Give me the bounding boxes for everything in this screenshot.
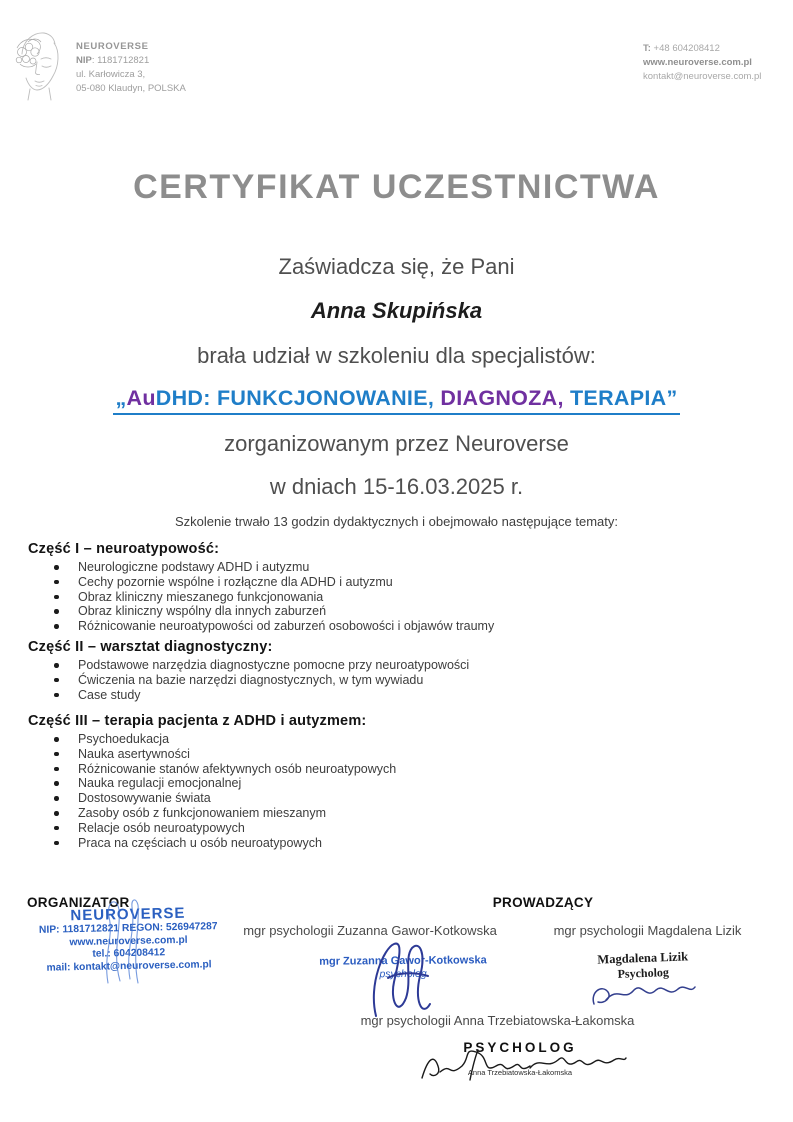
section-topics-list	[28, 732, 758, 850]
organizer-stamp-website: www.neuroverse.com.pl	[69, 934, 188, 948]
certificate-title: CERTYFIKAT UCZESTNICTWA	[133, 168, 660, 206]
section-heading: Część II – warsztat diagnostyczny:	[28, 639, 273, 655]
topic-bullet-item: Dostosowywanie świata	[78, 791, 758, 806]
section-topics-list	[28, 560, 758, 634]
organizer-stamp-phone: tel.: 604208412	[92, 947, 166, 960]
topic-bullet-item: Nauka asertywności	[78, 747, 758, 762]
organizer-label: ORGANIZATOR	[27, 895, 130, 910]
topic-bullet-item: Obraz kliniczny mieszanego funkcjonowania	[78, 590, 758, 605]
topic-bullet-item: Podstawowe narzędzia diagnostyczne pomocne przy neuroatypowości	[78, 658, 758, 673]
course-title	[113, 386, 679, 415]
attest-line: Zaświadcza się, że Pani	[278, 254, 515, 279]
course-title-line	[0, 386, 793, 415]
lizik-signature	[588, 980, 700, 1008]
anna-stamp-title: PSYCHOLOG	[463, 1040, 577, 1055]
topic-bullet-item: Neurologiczne podstawy ADHD i autyzmu	[78, 560, 758, 575]
section-heading: Część I – neuroatypowość:	[28, 541, 220, 557]
topic-bullet-item: Zasoby osób z funkcjonowaniem mieszanym	[78, 806, 758, 821]
organizer-stamp-name: NEUROVERSE	[70, 904, 186, 925]
zuzanna-signature	[358, 938, 450, 1020]
topic-bullet-item: Różnicowanie neuroatypowości od zaburzeń osobowości i objawów traumy	[78, 619, 758, 634]
zuzanna-stamp-title: psycholog	[379, 967, 427, 981]
dates-line: w dniach 15-16.03.2025 r.	[269, 474, 524, 499]
topic-bullet-item: Obraz kliniczny wspólny dla innych zaburzeń	[78, 604, 758, 619]
topic-bullet-item: Psychoedukacja	[78, 732, 758, 747]
topic-bullet-item: Ćwiczenia na bazie narzędzi diagnostycznych, w tym wywiadu	[78, 673, 758, 688]
company-name: NEUROVERSE	[76, 41, 149, 52]
anna-stamp-name: Anna Trzebiatowska-Łakomska	[467, 1068, 573, 1077]
company-nip: NIP: 1181712821	[76, 55, 150, 66]
company-address-line1: ul. Karłowicza 3,	[76, 69, 146, 80]
organizer-stamp-email: mail: kontakt@neuroverse.com.pl	[46, 958, 212, 974]
presenter-2-name: mgr psychologii Magdalena Lizik	[553, 923, 742, 938]
topic-bullet-item: Relacje osób neuroatypowych	[78, 821, 758, 836]
topic-bullet-item: Cechy pozornie wspólne i rozłączne dla ADHD i autyzmu	[78, 575, 758, 590]
participation-line: brała udział w szkoleniu dla specjalistów:	[197, 343, 596, 368]
course-title-segment: DIAGNOZA,	[440, 386, 570, 410]
neuroverse-logo	[8, 28, 72, 102]
course-title-segment: Au	[126, 386, 156, 410]
contact-info-block	[643, 42, 761, 84]
hours-line: Szkolenie trwało 13 godzin dydaktycznych i obejmowało następujące tematy:	[175, 514, 618, 529]
company-info-block	[76, 40, 186, 96]
lizik-stamp-name: Magdalena Lizik	[597, 949, 689, 967]
section-part-3	[28, 713, 758, 850]
presenter-3-name: mgr psychologii Anna Trzebiatowska-Łakomska	[360, 1013, 635, 1028]
company-address-line2: 05-080 Klaudyn, POLSKA	[76, 83, 186, 94]
presenters-label: PROWADZĄCY	[492, 895, 594, 910]
section-part-1	[28, 541, 758, 634]
topic-bullet-item: Praca na częściach u osób neuroatypowych	[78, 836, 758, 851]
topic-bullet-item: Różnicowanie stanów afektywnych osób neuroatypowych	[78, 762, 758, 777]
contact-website: www.neuroverse.com.pl	[643, 57, 752, 68]
anna-signature	[418, 1044, 630, 1084]
contact-phone: T: +48 604208412	[643, 43, 720, 54]
organizer-signature	[96, 893, 148, 987]
organizer-stamp-nip-regon: NIP: 1181712821 REGON: 526947287	[38, 921, 218, 936]
section-heading: Część III – terapia pacjenta z ADHD i autyzmem:	[28, 713, 367, 729]
course-title-segment: TERAPIA”	[570, 386, 678, 410]
section-topics-list	[28, 658, 758, 702]
contact-email: kontakt@neuroverse.com.pl	[643, 71, 762, 82]
course-title-segment: DHD: FUNKCJONOWANIE,	[155, 386, 441, 410]
organized-line: zorganizowanym przez Neuroverse	[224, 431, 569, 456]
course-title-segment: „	[115, 386, 127, 410]
participant-name: Anna Skupińska	[310, 298, 483, 323]
lizik-stamp-title: Psycholog	[617, 965, 670, 981]
lizik-stamp	[578, 949, 709, 984]
zuzanna-stamp-name: mgr Zuzanna Gawor-Kotkowska	[319, 954, 487, 968]
section-part-2	[28, 639, 758, 702]
topic-bullet-item: Nauka regulacji emocjonalnej	[78, 776, 758, 791]
presenter-1-name: mgr psychologii Zuzanna Gawor-Kotkowska	[243, 923, 497, 938]
topic-bullet-item: Case study	[78, 688, 758, 703]
